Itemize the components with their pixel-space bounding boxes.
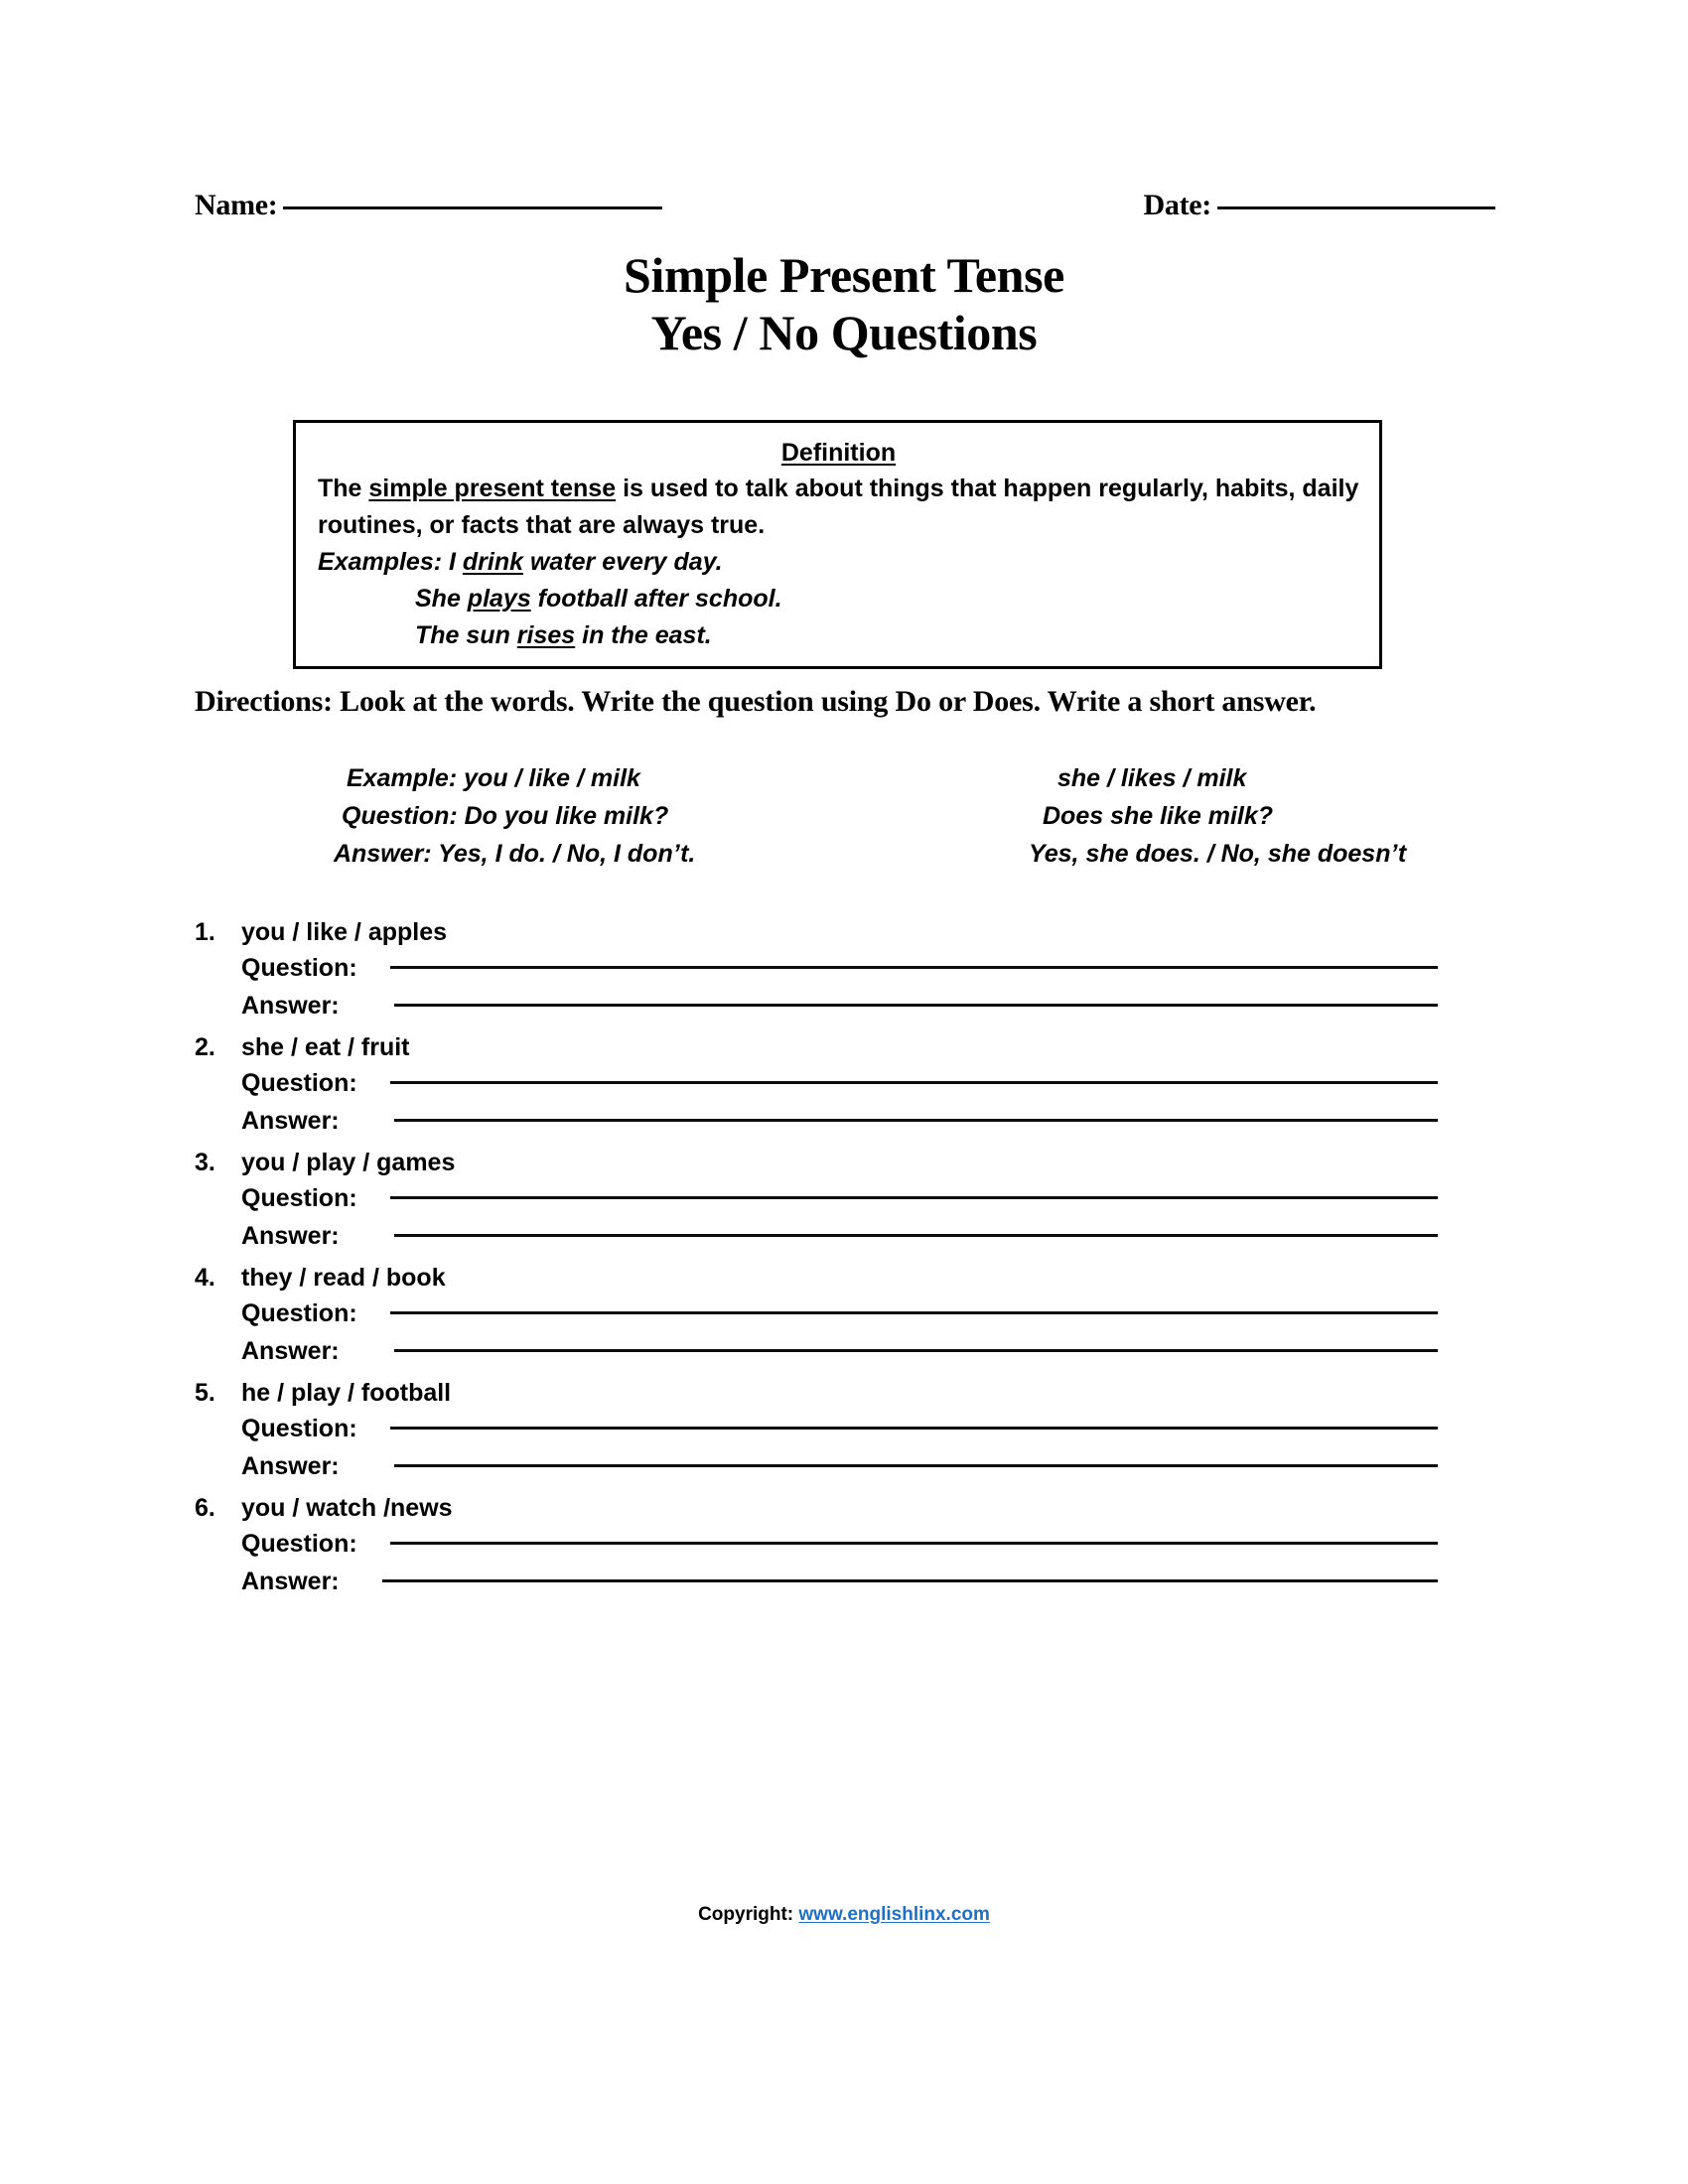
- question-line: [195, 1064, 1485, 1102]
- list-item: [195, 1261, 1485, 1376]
- definition-body: [318, 471, 1359, 544]
- item-head: [195, 1376, 1485, 1410]
- title-line-2: Yes / No Questions: [650, 305, 1038, 360]
- example-right: Yes, she does. / No, she doesn’t: [1029, 840, 1407, 868]
- name-input-line[interactable]: [283, 206, 662, 209]
- list-item: [195, 1030, 1485, 1146]
- definition-example-2: [318, 581, 1359, 617]
- answer-blank[interactable]: [394, 1349, 1438, 1352]
- question-label: Question:: [241, 1069, 357, 1097]
- example-right: Does she like milk?: [1043, 802, 1274, 830]
- answer-label: Answer:: [241, 1107, 340, 1135]
- answer-line: [195, 1332, 1485, 1370]
- date-label: Date:: [1143, 189, 1211, 221]
- question-label: Question:: [241, 1530, 357, 1558]
- question-line: [195, 1525, 1485, 1563]
- answer-blank[interactable]: [394, 1234, 1438, 1237]
- item-head: [195, 1146, 1485, 1179]
- example-3-rest: in the east.: [575, 621, 712, 649]
- question-label: Question:: [241, 1184, 357, 1212]
- answer-label: Answer:: [241, 992, 340, 1020]
- question-answer-blank[interactable]: [390, 1196, 1438, 1199]
- question-line: [195, 1410, 1485, 1447]
- answer-blank[interactable]: [394, 1004, 1438, 1007]
- answer-label: Answer:: [241, 1568, 340, 1595]
- definition-body-after: is used to talk about things that happen regularly, habits, daily routines, or facts that are always true.: [318, 475, 1359, 539]
- example-1-rest: water every day.: [523, 548, 723, 576]
- title-line-1: Simple Present Tense: [624, 247, 1064, 303]
- item-number: 1.: [195, 918, 215, 946]
- example-row: [195, 797, 1485, 835]
- date-group: [1144, 189, 1495, 222]
- definition-example-1: [318, 544, 1359, 581]
- copyright-label: Copyright:: [698, 1904, 794, 1925]
- item-prompt: you / watch /news: [241, 1494, 453, 1522]
- list-item: [195, 915, 1485, 1030]
- item-number: 5.: [195, 1379, 215, 1407]
- question-line: [195, 1295, 1485, 1332]
- answer-line: [195, 1102, 1485, 1140]
- name-label: Name:: [195, 189, 278, 221]
- item-prompt: you / like / apples: [241, 918, 448, 946]
- item-number: 6.: [195, 1494, 215, 1522]
- answer-label: Answer:: [241, 1222, 340, 1250]
- item-prompt: she / eat / fruit: [241, 1033, 410, 1061]
- date-input-line[interactable]: [1217, 206, 1495, 209]
- example-2-verb: plays: [467, 585, 531, 613]
- answer-line: [195, 1563, 1485, 1600]
- item-number: 3.: [195, 1149, 215, 1176]
- name-date-row: [195, 189, 1495, 232]
- answer-line: [195, 987, 1485, 1024]
- question-label: Question:: [241, 1415, 357, 1442]
- item-head: [195, 1261, 1485, 1295]
- answer-blank[interactable]: [394, 1119, 1438, 1122]
- definition-body-before: The: [318, 475, 369, 502]
- answer-label: Answer:: [241, 1337, 340, 1365]
- question-label: Question:: [241, 1299, 357, 1327]
- list-item: [195, 1491, 1485, 1606]
- website-link[interactable]: www.englishlinx.com: [798, 1904, 990, 1925]
- example-left: Example: you / like / milk: [347, 764, 640, 792]
- example-row: [195, 835, 1485, 873]
- page-title: [0, 246, 1688, 361]
- question-line: [195, 1179, 1485, 1217]
- item-number: 2.: [195, 1033, 215, 1061]
- question-answer-blank[interactable]: [390, 1542, 1438, 1545]
- examples-label: Examples: I: [318, 548, 463, 576]
- example-3-before: The sun: [415, 621, 517, 649]
- answer-line: [195, 1447, 1485, 1485]
- list-item: [195, 1376, 1485, 1491]
- item-prompt: you / play / games: [241, 1149, 456, 1176]
- answer-label: Answer:: [241, 1452, 340, 1480]
- item-head: [195, 915, 1485, 949]
- definition-heading: Definition: [780, 439, 897, 467]
- question-answer-blank[interactable]: [390, 1081, 1438, 1084]
- example-2-before: She: [415, 585, 468, 613]
- example-block: [195, 759, 1485, 873]
- directions-text: Directions: Look at the words. Write the question using Do or Does. Write a short answer.: [195, 685, 1317, 718]
- example-3-verb: rises: [516, 621, 576, 649]
- answer-blank[interactable]: [382, 1579, 1438, 1582]
- example-left: Answer: Yes, I do. / No, I don’t.: [334, 840, 696, 868]
- item-number: 4.: [195, 1264, 215, 1292]
- question-list: [195, 915, 1485, 1606]
- question-label: Question:: [241, 954, 357, 982]
- example-left: Question: Do you like milk?: [342, 802, 669, 830]
- list-item: [195, 1146, 1485, 1261]
- example-1-verb: drink: [462, 548, 524, 576]
- question-line: [195, 949, 1485, 987]
- question-answer-blank[interactable]: [390, 1427, 1438, 1430]
- definition-body-underlined: simple present tense: [368, 475, 617, 502]
- example-2-rest: football after school.: [530, 585, 782, 613]
- answer-line: [195, 1217, 1485, 1255]
- definition-example-3: [318, 617, 1359, 654]
- example-right: she / likes / milk: [1057, 764, 1247, 792]
- item-prompt: they / read / book: [241, 1264, 446, 1292]
- footer: [0, 1902, 1688, 1928]
- question-answer-blank[interactable]: [390, 1311, 1438, 1314]
- answer-blank[interactable]: [394, 1464, 1438, 1467]
- item-prompt: he / play / football: [241, 1379, 452, 1407]
- definition-box: [293, 420, 1382, 669]
- item-head: [195, 1491, 1485, 1525]
- question-answer-blank[interactable]: [390, 966, 1438, 969]
- item-head: [195, 1030, 1485, 1064]
- example-row: [195, 759, 1485, 797]
